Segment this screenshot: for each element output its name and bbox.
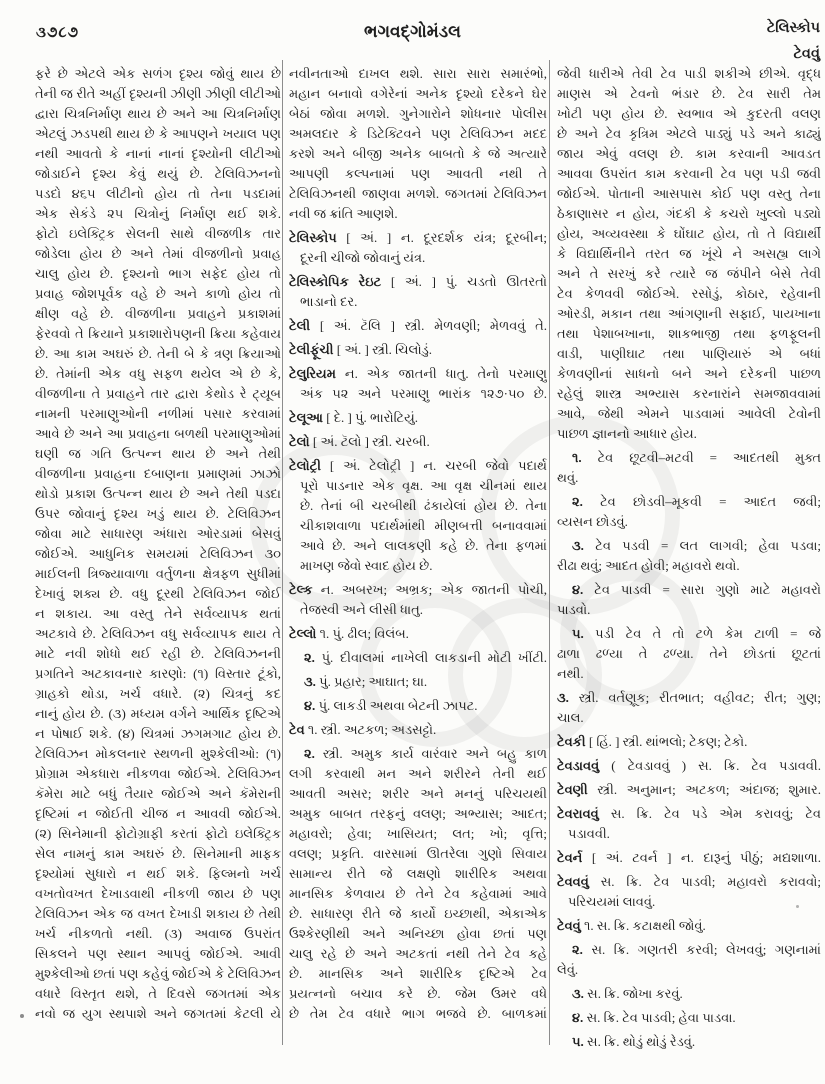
entry-line: ટેવકી [ હિં. ] સ્ત્રી. થાંભલો; ટેકણ; ટેકો. <box>557 734 748 749</box>
sense-number: ૨. <box>572 942 583 957</box>
text-line: નવીનતાઓ દાખલ થશે. સારા સારા સમારંભો, <box>289 66 547 81</box>
text-line: થવું. <box>557 470 579 485</box>
text-line: નવી જ ક્રાંતિ આણશે. <box>289 206 398 221</box>
text-line: છે. આ કામ અઘરું છે. તેની બે કે ત્રણ ક્રિયાઓ <box>35 346 281 361</box>
headword: ટેલી <box>289 318 311 333</box>
text-line: આવે, જેથી એમને પાડવામાં આવેલી ટેવોની <box>557 406 821 421</box>
text-line: દૃષ્ટિમાં ન જોઈતી ચીજ ન આવવી જોઈએ. <box>35 806 281 821</box>
text-line: મહાવરો; હેવા; ખાસિયત; લત; ખો; વૃત્તિ; <box>289 826 547 841</box>
text-line: અને તે સરખું કરે ત્યારે જ જંપીને બેસે તેવી <box>557 266 821 281</box>
entry-line: ટેલી [ અં. ટૅલિ ] સ્ત્રી. મેળવણી; મેળવવું તે. <box>289 318 547 333</box>
text-line: એટલું ઝડપથી થાય છે કે આપણને ખયાલ પણ <box>35 126 281 141</box>
sense-line: ૩. પું. પ્રહાર; આઘાત; ઘા. <box>304 674 428 689</box>
entry-line: ટેવણી સ્ત્રી. અનુમાન; અટકળ; અંદાજ; શુમાર. <box>557 782 821 797</box>
sense-line: ૨. પું. દીવાલમાં નાખેલી લાકડાની મોટી ખીંટી. <box>304 650 547 665</box>
text-line: પાડવો. <box>557 602 591 617</box>
sense-number: ૪. <box>572 1010 584 1025</box>
sense-number: ૩. <box>572 986 584 1001</box>
sense-line: ૩. ટેવ પડવી = લત લાગવી; હેવા પડવા; <box>572 538 821 553</box>
text-line: ભાડાનો દર. <box>300 294 358 309</box>
sense-number: ૨. <box>304 746 315 761</box>
sense-line: ૨. ટેવ છોડવી–મૂકવી = આદત જવી; <box>572 494 821 509</box>
entry-line: ટેવર્ન [ અં. ટવર્ન ] ન. દારૂનું પીઠું; મદ્યશાળા. <box>557 850 821 865</box>
page-number: ૩૭૮૭ <box>36 25 80 41</box>
text-line: ટેલિવિઝન એક જ વખત દેખાડી શકાય છે તેથી <box>35 906 281 921</box>
text-line: માટે નવી શોધો થઈ રહી છે. ટેલિવિઝનની <box>35 646 281 661</box>
text-line: જોડેલા હોય છે અને તેમાં વીજળીનો પ્રવાહ <box>35 246 281 261</box>
text-line: ખર્ચ નીકળતો નથી. (૩) અવાજ ઉપરાંત <box>35 926 281 941</box>
text-line: સામાન્ય રીતે જે લક્ષણો શારીરિક અથવા <box>289 866 547 881</box>
entry-line: ટેલોટ્રી [ અં. ટેલોટ્રી ] ન. ચરબી જેવો પદાર્થ <box>289 458 547 473</box>
text-line: છે. સાધારણ રીતે જે કાર્યો ઇચ્છાથી, એકાએક <box>289 906 547 921</box>
text-line: હોય, અવ્યવસ્થા કે ઘોંઘાટ હોય, તો તે વિદ્યાર્થી <box>557 226 821 241</box>
text-line: દ્વારા ચિત્રનિર્માણ થાય છે અને આ ચિત્રનિર્માણ <box>35 106 281 121</box>
sense-line: ૪. ટેવ પાડવી = સારા ગુણો માટે મહાવરો <box>572 582 821 597</box>
text-line: પૂરો પાડનાર એક વૃક્ષ. આ વૃક્ષ ચીનમાં થાય <box>300 478 547 493</box>
text-line: તથા પેશાબખાના, શાકભાજી તથા ફળફૂલની <box>557 326 821 341</box>
text-line: અટકાવે છે. ટેલિવિઝન વધુ સર્વવ્યાપક થાય તે <box>35 626 281 641</box>
sense-number: ૩. <box>304 674 316 689</box>
sense-line: ૨. સ્ત્રી. અમુક કાર્ય વારંવાર અને બહુ કાળ <box>304 746 547 761</box>
sense-number: ૩. <box>572 538 584 553</box>
text-line: ન પોષાઈ શકે. (૪) ચિત્રમાં ઝગમગાટ હોય છે. <box>35 726 281 741</box>
scan-speck <box>20 1014 24 1018</box>
text-column-middle <box>289 64 547 1024</box>
headword: ૩. <box>557 690 569 705</box>
text-line: વ્યસન છોડવું. <box>557 514 628 529</box>
text-line: કે વિદ્યાર્થિનીને તરત જ ખૂંચે ને અસહ્ય લાગે <box>557 246 821 261</box>
text-line: ચાલુ રહે છે અને અટકતાં નથી તેને ટેવ કહે <box>289 946 547 961</box>
text-line: ફરે છે એટલે એક સળંગ દૃશ્ય જોવું થાય છે <box>35 66 281 81</box>
entry-line: ટેલો [ અં. ટૅલો ] સ્ત્રી. ચરબી. <box>289 434 430 449</box>
headword: ટેવરાવવું <box>557 806 599 821</box>
text-line: નામની પરમાણુઓની નળીમાં પસાર કરવામાં <box>35 406 281 421</box>
entry-line: ટેલુરિયમ ન. એક જાતની ધાતુ. તેનો પરમાણુ <box>289 366 547 381</box>
text-line: પ્રયત્નનો બચાવ કરે છે. જેમ ઉમર વધે <box>289 986 547 1001</box>
text-line: લેવું. <box>557 962 579 977</box>
headword: ટેવણી <box>557 782 588 797</box>
text-line: વધારે વિસ્તૃત થશે, તે દિવસે જગતમાં એક <box>35 986 281 1001</box>
text-line: દેખાવું શક્ય છે. વધુ દૂરથી ટેલિવિઝન જોઈ <box>35 586 281 601</box>
text-line: નવો જ યુગ સ્થપાશે અને જગતમાં કેટલી યે <box>35 1006 281 1021</box>
text-line: વીજળીના પ્રવાહના દબાણના પ્રમાણમાં ઝાઝો <box>35 466 281 481</box>
sense-line: ૫. સ. ક્રિ. થોડું થોડું રેડવું. <box>572 1034 696 1049</box>
text-line: રહેલું શાસ્ત્ર અભ્યાસ કરનારાંને સમજાવવામાં <box>557 386 821 401</box>
text-line: ઢાળા ઢળ્યા તે ઢળ્યા. તેને છોડતાં છૂટતાં <box>557 646 821 661</box>
text-line: જોવા માટે સાધારણ અંધારા ઓરડામાં બેસવું <box>35 526 281 541</box>
headword: ટેલિસ્કોપિક રેઇટ <box>289 274 382 289</box>
text-line: ચાલ. <box>557 710 584 725</box>
running-head-first-word: ટેલિસ્કોપ <box>766 20 820 36</box>
entry-line: ટેલ્લો ૧. પું. ઢીલ; વિલંબ. <box>289 626 409 641</box>
headword: ટેવકી <box>557 734 586 749</box>
text-line: ઉશ્કેરણીથી અને અનિચ્છા હોવા છતાં પણ <box>289 926 547 941</box>
text-column-right <box>557 64 821 1052</box>
headword: ટેવવવું <box>557 874 589 889</box>
text-line: છે. માનસિક અને શારીરિક દૃષ્ટિએ ટેવ <box>289 966 547 981</box>
text-line: માનસિક કેળવાય છે તેને ટેવ કહેવામાં આવે <box>289 886 547 901</box>
text-line: દૃશ્યોમાં સુધારો ન થઈ શકે. ફિલ્મનો ખર્ચ <box>35 866 281 881</box>
text-line: બેઠાં જોવા મળશે. ગુનેગારોને શોધનાર પોલીસ <box>289 106 547 121</box>
sense-number: ૨. <box>304 650 315 665</box>
book-title: ભગવદ્ગોમંડલ <box>364 22 461 41</box>
text-line: ખોટી પણ હોય છે. સ્વભાવ એ કુદરતી વલણ <box>557 106 821 121</box>
text-line: અમલદાર કે ડિટેક્ટિવને પણ ટેલિવિઝન મદદ <box>289 126 547 141</box>
text-line: ઉપર જોવાનું દૃશ્ય ખડું થાય છે. ટેલિવિઝન <box>35 506 281 521</box>
headword: ટેલિસ્કોપ <box>289 230 337 245</box>
text-line: વલણ; પ્રકૃતિ. વારસામાં ઊતરેલા ગુણો સિવાય <box>289 846 547 861</box>
sense-number: ૫. <box>572 626 584 641</box>
entry-line: ટેવવવું સ. ક્રિ. ટેવ પાડવી; મહાવરો કરાવવો; <box>557 874 821 889</box>
text-line: ટેલિવિઝનથી જાણવા મળશે. જગતમાં ટેલિવિઝન <box>289 186 547 201</box>
headword: ટેલ્ક <box>289 582 313 597</box>
entry-line: ટેલૂઆ [ દે. ] પું. ભારોટિયું. <box>289 410 419 425</box>
text-line: જોડાઈને દૃશ્ય કેવું થયું છે. ટેલિવિઝનનો <box>35 166 281 181</box>
text-line: સેલ નામનું કામ અઘરું છે. સિનેમાની માફક <box>35 846 281 861</box>
sense-line: ૪. સ. ક્રિ. ટેવ પાડવી; હેવા પાડવા. <box>572 1010 736 1025</box>
sense-number: ૨. <box>572 494 583 509</box>
headword: ટેલો <box>289 434 310 449</box>
text-line: રીઢા થવું; આદત હોવી; મહાવરો થવો. <box>557 558 740 573</box>
text-line: ચાલુ હોય છે. દૃશ્યનો ભાગ સફેદ હોય તો <box>35 266 281 281</box>
text-line: ગ્રાહકો થોડા, ખર્ચ વધારે. (૨) ચિત્રનું કદ <box>35 686 281 701</box>
entry-line: ટેવડાવવું ( ટેવડાવવું ) સ. ક્રિ. ટેવ પડાવવી. <box>557 758 821 773</box>
sense-line: ૧. ટેવ છૂટવી–મટવી = આદતથી મુક્ત <box>572 450 821 465</box>
column-rule-left <box>282 60 283 1045</box>
text-line: થોડો પ્રકાશ ઉત્પન્ન થાય છે અને તેથી પડદા <box>35 486 281 501</box>
text-line: પરિચયમાં લાવવું. <box>568 894 656 909</box>
text-line: આપણી કલ્પનામાં પણ આવતી નથી તે <box>289 166 547 181</box>
headword: ટેલીફૂંચી <box>289 342 334 357</box>
entry-line: ટેવવું ૧. સ. ક્રિ. કટાક્ષથી જોવું. <box>557 918 706 933</box>
sense-line: ૫. પડી ટેવ તે તો ટળે કેમ ટાળી = જે <box>572 626 821 641</box>
text-line: ચીકાશવાળા પદાર્થમાંથી મીણબત્તી બનાવવામાં <box>300 518 547 533</box>
entry-line: ૩. સ્ત્રી. વર્તણૂક; રીતભાત; વહીવટ; રીત; ગુણ; <box>557 690 821 705</box>
text-column-left <box>35 64 281 1024</box>
headword: ટેવડાવવું <box>557 758 600 773</box>
headword: ટેવવું <box>557 918 581 933</box>
text-line: માણસ એ ટેવનો ભંડાર છે. ટેવ સારી તેમ <box>557 86 821 101</box>
text-line: છે અને ટેવ કૃત્રિમ એટલે પાડ્યું પડે અને કાઢ્યું <box>557 126 821 141</box>
headword: ટેલૂઆ <box>289 410 323 425</box>
text-line: છે તેમ ટેવ વધારે ભાગ ભજવે છે. બાળકમાં <box>289 1006 547 1021</box>
text-line: જોઈએ. આધુનિક સમયમાં ટેલિવિઝન ૩૦ <box>35 546 281 561</box>
sense-line: ૪. પું. લાકડી અથવા બેટની ઝાપટ. <box>304 698 478 713</box>
text-line: ઓરડી, મકાન તથા આંગણાની સફાઈ, પાયખાના <box>557 306 821 321</box>
text-line: વાડી, પાણીઘાટ તથા પાણિયારું એ બધાં <box>557 346 821 361</box>
text-line: ટેવ કેળવવી જોઈએ. રસોડું, કોઠાર, રહેવાની <box>557 286 821 301</box>
headword: ટેલોટ્રી <box>289 458 321 473</box>
text-line: આવે છે અને આ પ્રવાહના બળથી પરમાણુઓમાં <box>35 426 281 441</box>
text-line: (૨) સિનેમાની ફોટોગ્રાફી કરતાં ફોટો ઇલેક્ટ્રિક <box>35 826 281 841</box>
entry-line: ટેલિસ્કોપ [ અં. ] ન. દૂરદર્શક યંત્ર; દૂરબીન; <box>289 230 547 245</box>
text-line: અમુક બાબત તરફનું વલણ; અભ્યાસ; આદત; <box>289 806 547 821</box>
sense-number: ૪. <box>572 582 584 597</box>
text-line: પ્રોગ્રામ એકધારા નીકળવા જોઈએ. ટેલિવિઝન <box>35 766 281 781</box>
text-line: પ્રગતિને અટકાવનાર કારણો: (૧) વિસ્તાર ટૂંકો, <box>35 666 281 681</box>
running-head-last-word: ટેવવું <box>793 46 820 62</box>
text-line: મહાન બનાવો વગેરેનાં અનેક દૃશ્યો દરેકને ઘેર <box>289 86 547 101</box>
text-line: વખતોવખત દેખાડવાથી નીકળી જાય છે પણ <box>35 886 281 901</box>
headword: ટેલ્લો <box>289 626 317 641</box>
text-line: આવે છે. અને લાલકણી કહે છે. તેના ફળમાં <box>300 538 547 553</box>
text-line: તેની જ રીતે અહીં દૃશ્યની ઝીણી ઝીણી લીટીઓ <box>35 86 281 101</box>
text-line: નથી આવતો કે નાનાં નાનાં દૃશ્યોની લીટીઓ <box>35 146 281 161</box>
text-line: અંક ૫૨ અને પરમાણુ ભારાંક ૧૨૭·૫૦ છે. <box>300 386 547 401</box>
text-line: વીજળીના તે પ્રવાહને તાર દ્વારા કેથોડ રે ટ્યૂબ <box>35 386 281 401</box>
text-line: મુશ્કેલીઓ છતાં પણ કહેવું જોઈએ કે ટેલિવિઝન <box>35 966 281 981</box>
text-line: ન શકાય. આ વસ્તુ તેને સર્વવ્યાપક થતાં <box>35 606 281 621</box>
column-rule-right <box>549 60 550 1045</box>
text-line: આવવા ઉપરાંત કામ કરવાની ટેવ પણ પડી જવી <box>557 166 821 181</box>
text-line: ઠેકાણાસર ન હોય, ગંદકી કે કચરો ખુલ્લો પડ્યો <box>557 206 821 221</box>
text-line: કરશે અને બીજી અનેક બાબતો કે જે અત્યારે <box>289 146 547 161</box>
text-line: નાનું હોય છે. (૩) મધ્યમ વર્ગને આર્થિક દૃષ્ટિએ <box>35 706 281 721</box>
entry-line: ટેવ ૧. સ્ત્રી. અટકળ; અડસટ્ટો. <box>289 722 437 737</box>
text-line: પાછળ જ્ઞાનનો આધાર હોય. <box>557 426 697 441</box>
text-line: જોઈએ. પોતાની આસપાસ કોઈ પણ વસ્તુ તેના <box>557 186 821 201</box>
headword: ટેલુરિયમ <box>289 366 336 381</box>
text-line: માઈલની ત્રિજ્યાવાળા વર્તુળના ક્ષેત્રફળ સુધીમાં <box>35 566 281 581</box>
entry-line: ટેલ્ક ન. અબરખ; અભ્રક; એક જાતની પોચી, <box>289 582 547 597</box>
text-line: ક્ષીણ વહે છે. વીજળીના પ્રવાહને પ્રકાશમાં <box>35 306 281 321</box>
entry-line: ટેલીફૂંચી [ અં. ] સ્ત્રી. ચિલોડું. <box>289 342 432 357</box>
sense-number: ૫. <box>572 1034 584 1049</box>
text-line: આવતી અસર; શરીર અને મનનું પરિચયથી <box>289 786 547 801</box>
text-line: ફેરવવો તે ક્રિયાને પ્રકાશારોપણની ક્રિયા કહેવાય <box>35 326 281 341</box>
text-line: પ્રવાહ જોશપૂર્વક વહે છે અને કાળો હોય તો <box>35 286 281 301</box>
text-line: છે. તેમાંની એક વધુ સફળ થયેલ એ છે કે, <box>35 366 281 381</box>
text-line: સિકલને પણ સ્થાન આપવું જોઈએ. આવી <box>35 946 281 961</box>
entry-line: ટેલિસ્કોપિક રેઇટ [ અં. ] પું. ચડતો ઊતરતો <box>289 274 547 289</box>
text-line: એક સેકંડે ૨૫ ચિત્રોનું નિર્માણ થઈ શકે. <box>35 206 281 221</box>
sense-line: ૨. સ. ક્રિ. ગણતરી કરવી; લેખવવું; ગણનામાં <box>572 942 821 957</box>
running-head-keywords <box>767 15 820 67</box>
text-line: તેજસ્વી અને લીસી ધાતુ. <box>300 602 423 617</box>
text-line: પડદો ૪૬૫ લીટીનો હોય તો તેના પડદામાં <box>35 186 281 201</box>
text-line: જાય એવું વલણ છે. કામ કરવાની આવડત <box>557 146 821 161</box>
text-line: જેવી ધારીએ તેવી ટેવ પાડી શકીએ છીએ. વૃદ્ધ <box>557 66 821 81</box>
headword: ટેવર્ન <box>557 850 583 865</box>
text-line: લગી કરવાથી મન અને શરીરને તેની થઈ <box>289 766 547 781</box>
sense-number: ૧. <box>572 450 582 465</box>
sense-number: ૪. <box>304 698 316 713</box>
text-line: કેળવણીનાં સાધનો બને અને દરેકની પાછળ <box>557 366 821 381</box>
text-line: દૂરની ચીજો જોવાનું યંત્ર. <box>300 250 426 265</box>
text-line: માખણ જેવો સ્વાદ હોય છે. <box>300 558 433 573</box>
text-line: પડાવવી. <box>568 826 610 841</box>
entry-line: ટેવરાવવું સ. ક્રિ. ટેવ પડે એમ કરાવવું; ટેવ <box>557 806 821 821</box>
text-line: ફોટો ઇલેક્ટ્રિક સેલની સાથે વીજળીક તાર <box>35 226 281 241</box>
headword: ટેવ <box>289 722 305 737</box>
text-line: ટેલિવિઝન મોકલનાર સ્થળની મુશ્કેલીઓ: (૧) <box>35 746 281 761</box>
sense-line: ૩. સ. ક્રિ. જોખા કરવું. <box>572 986 683 1001</box>
text-line: ઘણી જ ગતિ ઉત્પન્ન થાય છે અને તેથી <box>35 446 281 461</box>
text-line: છે. તેનાં બી ચરબીથી ઢંકાયેલાં હોય છે. તેના <box>300 498 547 513</box>
text-line: નથી. <box>557 666 584 681</box>
text-line: કૅમેરા માટે બધું તૈયાર જોઈએ અને કૅમેરાની <box>35 786 281 801</box>
